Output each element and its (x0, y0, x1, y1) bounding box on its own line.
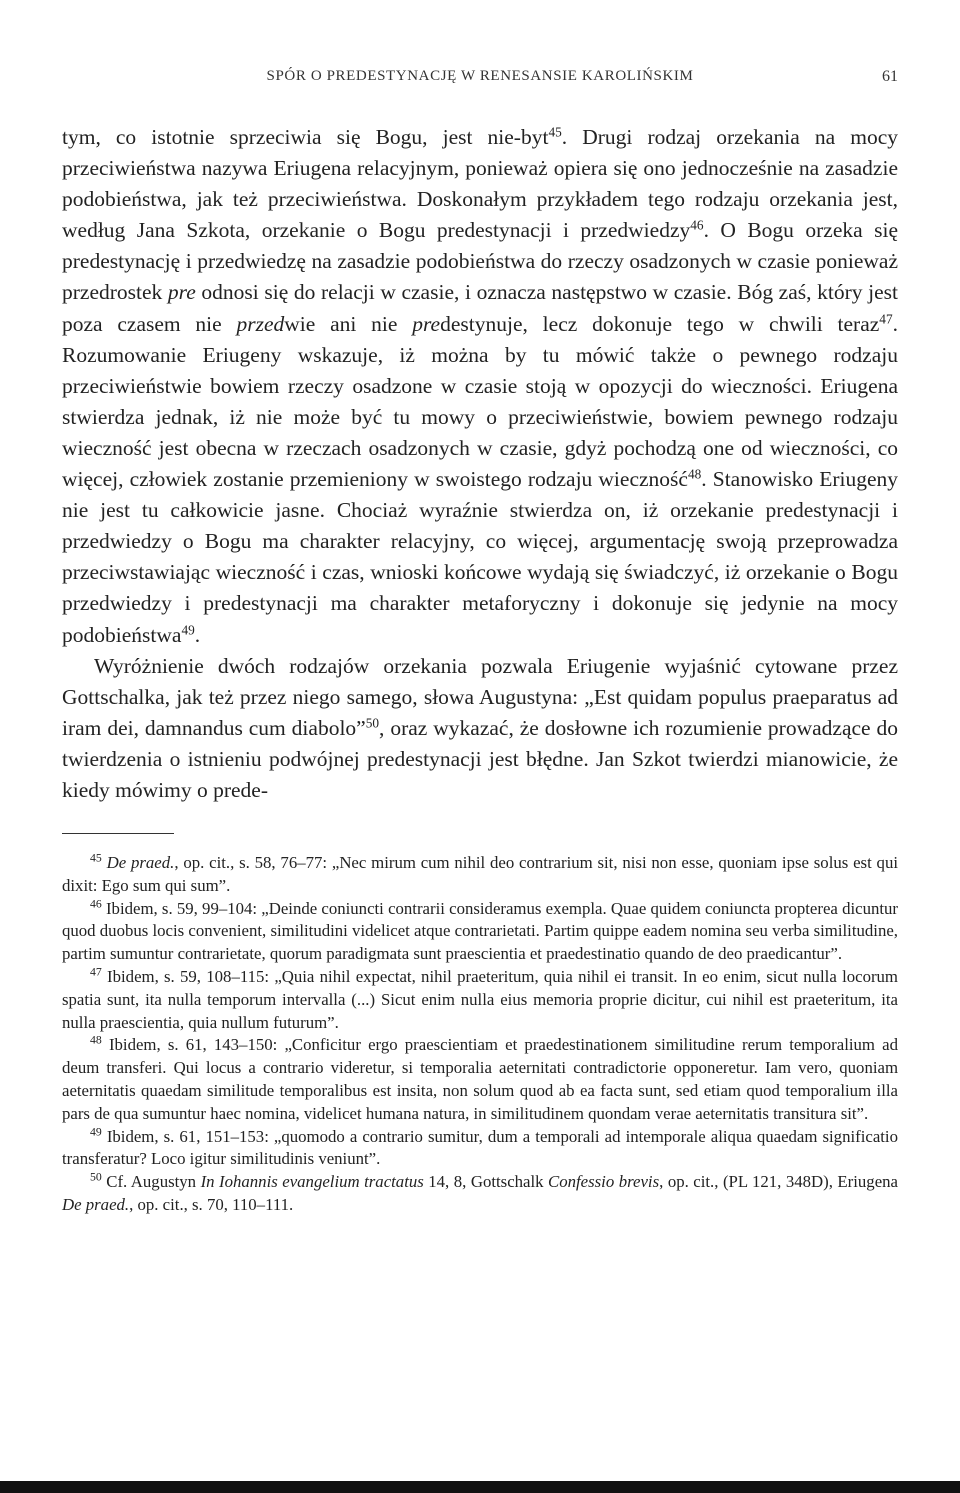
running-title: SPÓR O PREDESTYNACJĘ W RENESANSIE KAROLIŃSKIM (266, 68, 694, 84)
footnote-italic: Confessio brevis (548, 1172, 660, 1192)
footnote-text: , op. cit., s. 58, 76–77: „Nec mirum cum nihil deo contrarium sit, nisi non esse, quoniam ipse solus est qui dixit: Ego sum qui sum”. (62, 853, 898, 895)
footnote-separator (62, 833, 174, 834)
footnote-text: Cf. Augustyn (106, 1172, 201, 1192)
italic-pre: pre (167, 280, 196, 305)
text-run: . (194, 622, 201, 647)
footnote-number: 50 (90, 1170, 102, 1184)
footnote-text: Ibidem, s. 61, 151–153: „quomodo a contrario sumitur, dum a temporali ad intemporale aliqua quaedam significatio transferatur? Loco igitur similitudinis veniunt”. (62, 1126, 898, 1169)
footnote-ref-48: 48 (687, 466, 702, 482)
footnote-ref-49: 49 (181, 622, 195, 638)
footnote-text: , op. cit., (PL 121, 348D), Eriugena (659, 1172, 898, 1192)
footnote-number: 45 (90, 851, 102, 865)
footnote-text: , op. cit., s. 70, 110–111. (129, 1194, 294, 1214)
footnote-text: 14, 8, Gottschalk (423, 1172, 549, 1192)
footnote-italic: De praed. (62, 1194, 130, 1214)
paragraph-1 (62, 122, 898, 651)
footnote-number: 49 (90, 1125, 102, 1139)
footnote-italic: De praed. (106, 853, 175, 872)
running-header (62, 68, 898, 92)
footnote-50 (62, 1171, 898, 1217)
text-run: . O Bogu orzeka się predestynację i przedwiedzę na zasadzie podobieństwa do rzeczy osadzonych w czasie ponieważ przedrostek (62, 218, 898, 305)
text-run: tym, co istotnie sprzeciwia się Bogu, jest nie-byt (62, 125, 549, 149)
footnote-number: 47 (90, 965, 102, 979)
text-run: . Rozumowanie Eriugeny wskazuje, iż można by tu mówić także o pewnego rodzaju przeciwieństwie bowiem rzeczy osadzone w czasie stoją w opozycji do wieczności. Eriugena stwierdza jednak, iż nie może być tu mowy o przeciwieństwie, bowiem pewnego rodzaju wieczność jest obecna w rzeczach osadzonych w czasie, gdyż pochodzą one od wieczności, co więcej, człowiek zostanie przemieniony w swoistego rodzaju wieczność (62, 311, 898, 492)
text-run: . Stanowisko Eriugeny nie jest tu całkowicie jasne. Chociaż wyraźnie stwierdza on, iż orzekanie predestynacji i przedwiedzy o Bogu ma charakter relacyjny, co więcej, argumentację swoją przeprowadza przeciwstawiając wieczność i czas, wnioski końcowe wydają się świadczyć, iż orzekanie o Bogu przedwiedzy i predestynacji ma charakter metaforyczny i dokonuje się jedynie na mocy podobieństwa (62, 467, 898, 647)
footnote-46 (62, 898, 898, 966)
footnote-text: Ibidem, s. 59, 99–104: „Deinde coniuncti contrarii consideramus exempla. Quae quidem coniuncta propterea dicuntur quod duobus locis convenient, similitudini videlicet atque contrarietati. Partim quippe eadem nomina seu verba similitudine, partim sumuntur contrarietate, quorum paradigmata sunt praescientia et praedestinatio quando de deo praedicantur”. (62, 898, 898, 964)
footnote-49 (62, 1126, 898, 1172)
text-run: destynuje, lecz dokonuje tego w chwili teraz (440, 311, 880, 336)
footnote-italic: In Iohannis evangelium tractatus (200, 1172, 424, 1192)
footnote-ref-46: 46 (690, 217, 704, 233)
page-number: 61 (882, 68, 898, 85)
footnote-ref-47: 47 (879, 311, 893, 327)
scan-edge-bar (0, 1481, 960, 1493)
footnote-text: Ibidem, s. 61, 143–150: „Conficitur ergo praescientiam et praedestinationem similitudine rerum temporalium ad deum transferi. Qui locus a contrario videretur, si temporalia aeternitati contradictorie opponeretur. Iam vero, quoniam aeternitatis quaedam similitude temporalibus est insita, non solum quod ab ea facta sunt, sed etiam quod temporalium illa pars de qua sumuntur haec nomina, videlicet humana natura, in similitudinem quondam verae aeternitatis transitura sit”. (62, 1035, 898, 1123)
text-run: . Drugi rodzaj orzekania na mocy przeciwieństwa nazywa Eriugena relacyjnym, ponieważ opiera się ono jednocześnie na zasadzie podobieństwa, jak też przeciwieństwa. Doskonałym przykładem tego rodzaju orzekania jest, według Jana Szkota, orzekanie o Bogu predestynacji i przedwiedzy (62, 125, 898, 243)
footnote-ref-45: 45 (548, 124, 562, 140)
footnote-48 (62, 1034, 898, 1125)
footnotes (62, 852, 898, 1217)
text-run: wie ani nie (284, 311, 413, 336)
footnote-ref-50: 50 (365, 715, 380, 731)
footnote-number: 46 (90, 897, 102, 911)
paragraph-2 (62, 651, 898, 806)
text-run: , oraz wykazać, że dosłowne ich rozumienie prowadzące do twierdzenia o istnieniu podwójnej predestynacji jest błędne. Jan Szkot twierdzi mianowicie, że kiedy mówimy o prede- (62, 715, 899, 802)
italic-przed: przed (236, 311, 285, 336)
text-run: Wyróżnienie dwóch rodzajów orzekania pozwala Eriugenie wyjaśnić cytowane przez Gottschalka, jak też przez niego samego, słowa Augustyna: „Est quidam populus praeparatus ad iram dei, damnandus cum diabolo” (62, 653, 898, 740)
footnote-number: 48 (90, 1033, 102, 1047)
footnote-45 (62, 852, 898, 898)
italic-pre-2: pre (412, 311, 441, 336)
footnote-47 (62, 966, 898, 1034)
text-run: odnosi się do relacji w czasie, i oznacza następstwo w czasie. Bóg zaś, który jest poza czasem nie (62, 280, 898, 336)
footnote-text: Ibidem, s. 59, 108–115: „Quia nihil expectat, nihil praeteritum, quia nihil ei transit. In eo enim, sicut nulla locorum spatia sunt, ita nulla temporum intervalla (...) Sicut enim nulla eius memoria proprie dicitur, cui nihil est praeteritum, ita nulla praescientia, quia nullum futurum”. (62, 966, 898, 1032)
main-text (62, 122, 898, 806)
